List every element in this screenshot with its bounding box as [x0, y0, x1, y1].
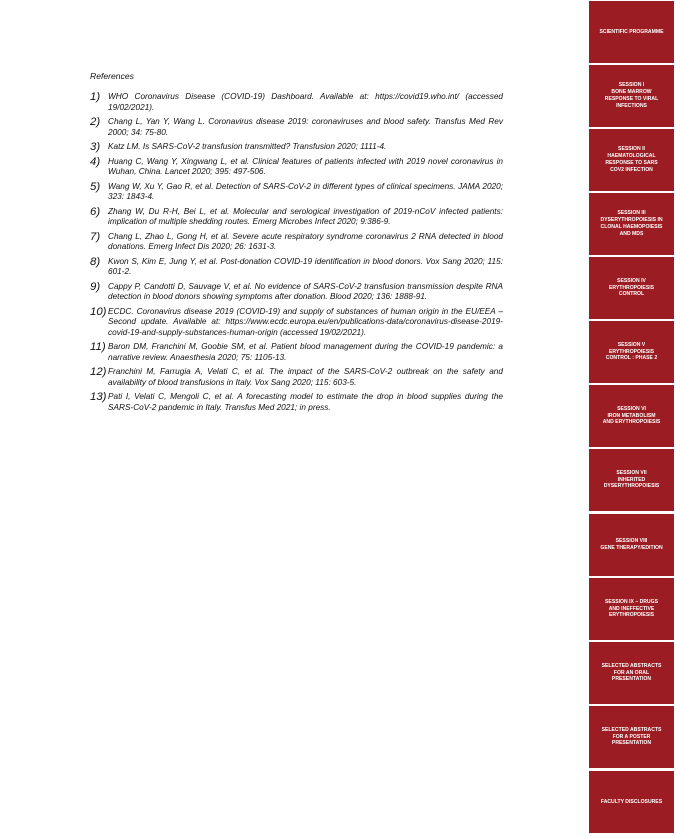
references-section: [90, 71, 503, 417]
reference-number: 8): [90, 255, 101, 268]
section-sidebar: [589, 0, 676, 836]
reference-number: 10): [90, 305, 107, 318]
reference-number: 12): [90, 366, 107, 379]
reference-item: [90, 257, 503, 278]
reference-item: [90, 207, 503, 228]
reference-text: Katz LM. Is SARS-CoV-2 transfusion transmitted? Transfusion 2020; 1111-4.: [108, 142, 387, 151]
reference-text: Huang C, Wang Y, Xingwang L, et al. Clinical features of patients infected with 2019 novel coronavirus in Wuhan, China. Lancet 2020; 395: 497-506.: [108, 156, 503, 177]
reference-item: [90, 182, 503, 203]
reference-text: Pati I, Velati C, Mengoli C, et al. A forecasting model to estimate the drop in blood supplies during the SARS-CoV-2 pandemic in Italy. Transfus Med 2021; in press.: [108, 392, 503, 412]
reference-text: Kwon S, Kim E, Jung Y, et al. Post-donation COVID-19 identification in blood donors. Vox Sang 2020; 115: 601-2.: [108, 256, 503, 277]
reference-item: [90, 157, 503, 178]
reference-number: 4): [90, 155, 101, 168]
reference-text: WHO Coronavirus Disease (COVID-19) Dashboard. Available at: https://covid19.who.int/ (accessed 19/02/2021).: [108, 92, 503, 112]
reference-text: Wang W, Xu Y, Gao R, et al. Detection of SARS-CoV-2 in different types of clinical specimens. JAMA 2020; 323: 1843-4.: [108, 181, 503, 202]
reference-text: Baron DM, Franchini M, Goobie SM, et al. Patient blood management during the COVID-19 pandemic: a narrative review. Anaesthesia 2020; 75: 1105-13.: [108, 342, 503, 362]
tab-oral-abstracts[interactable]: SELECTED ABSTRACTS FOR AN ORAL PRESENTATION: [589, 642, 674, 704]
reference-item: [90, 342, 503, 363]
tab-session-9[interactable]: SESSION IX – DRUGS AND INEFFECTIVE ERYTHROPOIESIS: [589, 578, 674, 640]
reference-number: 11): [90, 341, 106, 354]
reference-text: Franchini M, Farrugia A, Velati C, et al. The impact of the SARS-CoV-2 outbreak on the safety and availability of blood transfusions in Italy. Vox Sang 2020; 115: 603-5.: [108, 367, 503, 387]
tab-poster-abstracts[interactable]: SELECTED ABSTRACTS FOR A POSTER PRESENTATION: [589, 706, 674, 768]
reference-number: 3): [90, 141, 101, 153]
reference-item: [90, 307, 503, 339]
reference-text: Zhang W, Du R-H, Bei L, et al. Molecular and serological investigation of 2019-nCoV infected patients: implication of multiple shedding routes. Emerg Microbes Infect 2020; 9:386-9.: [108, 206, 503, 227]
tab-session-8[interactable]: SESSION VIII GENE THERAPY/EDITION: [589, 514, 674, 576]
tab-session-1[interactable]: SESSION I BONE MARROW RESPONSE TO VIRAL INFECTIONS: [589, 65, 674, 127]
reference-number: 9): [90, 280, 101, 293]
tab-session-7[interactable]: SESSION VII INHERITED DYSERYTHROPOIESIS: [589, 449, 674, 511]
reference-number: 2): [90, 116, 101, 128]
reference-item: [90, 282, 503, 303]
tab-session-5[interactable]: SESSION V ERYTHROPOIESIS CONTROL : PHASE 2: [589, 321, 674, 383]
references-heading: References: [90, 71, 134, 81]
reference-text: Cappy P, Candotti D, Sauvage V, et al. No evidence of SARS-CoV-2 transfusion transmission despite RNA detection in blood donors showing symptoms after donation. Blood 2020; 136: 1888-91.: [108, 281, 503, 302]
reference-number: 5): [90, 180, 101, 193]
reference-number: 6): [90, 205, 101, 218]
reference-text: ECDC. Coronavirus disease 2019 (COVID-19) and supply of substances of human origin in the EU/EEA – Second update. Available at: https://www.ecdc.europa.eu/en/publications-data/coronavirus-disease-2019-covid-19-and-supply-substances-human-origin (accessed 19/02/2021).: [108, 306, 503, 337]
reference-text: Chang L, Yan Y, Wang L. Coronavirus disease 2019: coronaviruses and blood safety. Transfus Med Rev 2000; 34: 75-80.: [108, 117, 503, 137]
reference-item: [90, 92, 503, 113]
tab-session-3[interactable]: SESSION III DYSERYTHROPOIESIS IN CLONAL HAEMOPOIESIS AND MDS: [589, 193, 674, 255]
reference-number: 7): [90, 230, 101, 243]
reference-number: 1): [90, 91, 101, 103]
reference-item: [90, 232, 503, 253]
reference-item: [90, 117, 503, 138]
reference-item: [90, 142, 503, 153]
reference-text: Chang L, Zhao L, Gong H, et al. Severe acute respiratory syndrome coronavirus 2 RNA detected in blood donations. Emerg Infect Dis 2020; 26: 1631-3.: [108, 231, 503, 252]
tab-faculty-disclosures[interactable]: FACULTY DISCLOSURES: [589, 771, 674, 833]
tab-session-2[interactable]: SESSION II HAEMATOLOGICAL RESPONSE TO SARS COV2 INFECTION: [589, 129, 674, 191]
tab-session-6[interactable]: SESSION VI IRON METABOLISM AND ERYTHROPOIESIS: [589, 385, 674, 447]
reference-list: [90, 92, 503, 414]
tab-session-4[interactable]: SESSION IV ERYTHROPOIESIS CONTROL: [589, 257, 674, 319]
tab-scientific-programme[interactable]: SCIENTIFIC PROGRAMME: [589, 1, 674, 63]
reference-item: [90, 392, 503, 413]
reference-item: [90, 367, 503, 388]
reference-number: 13): [90, 391, 107, 404]
